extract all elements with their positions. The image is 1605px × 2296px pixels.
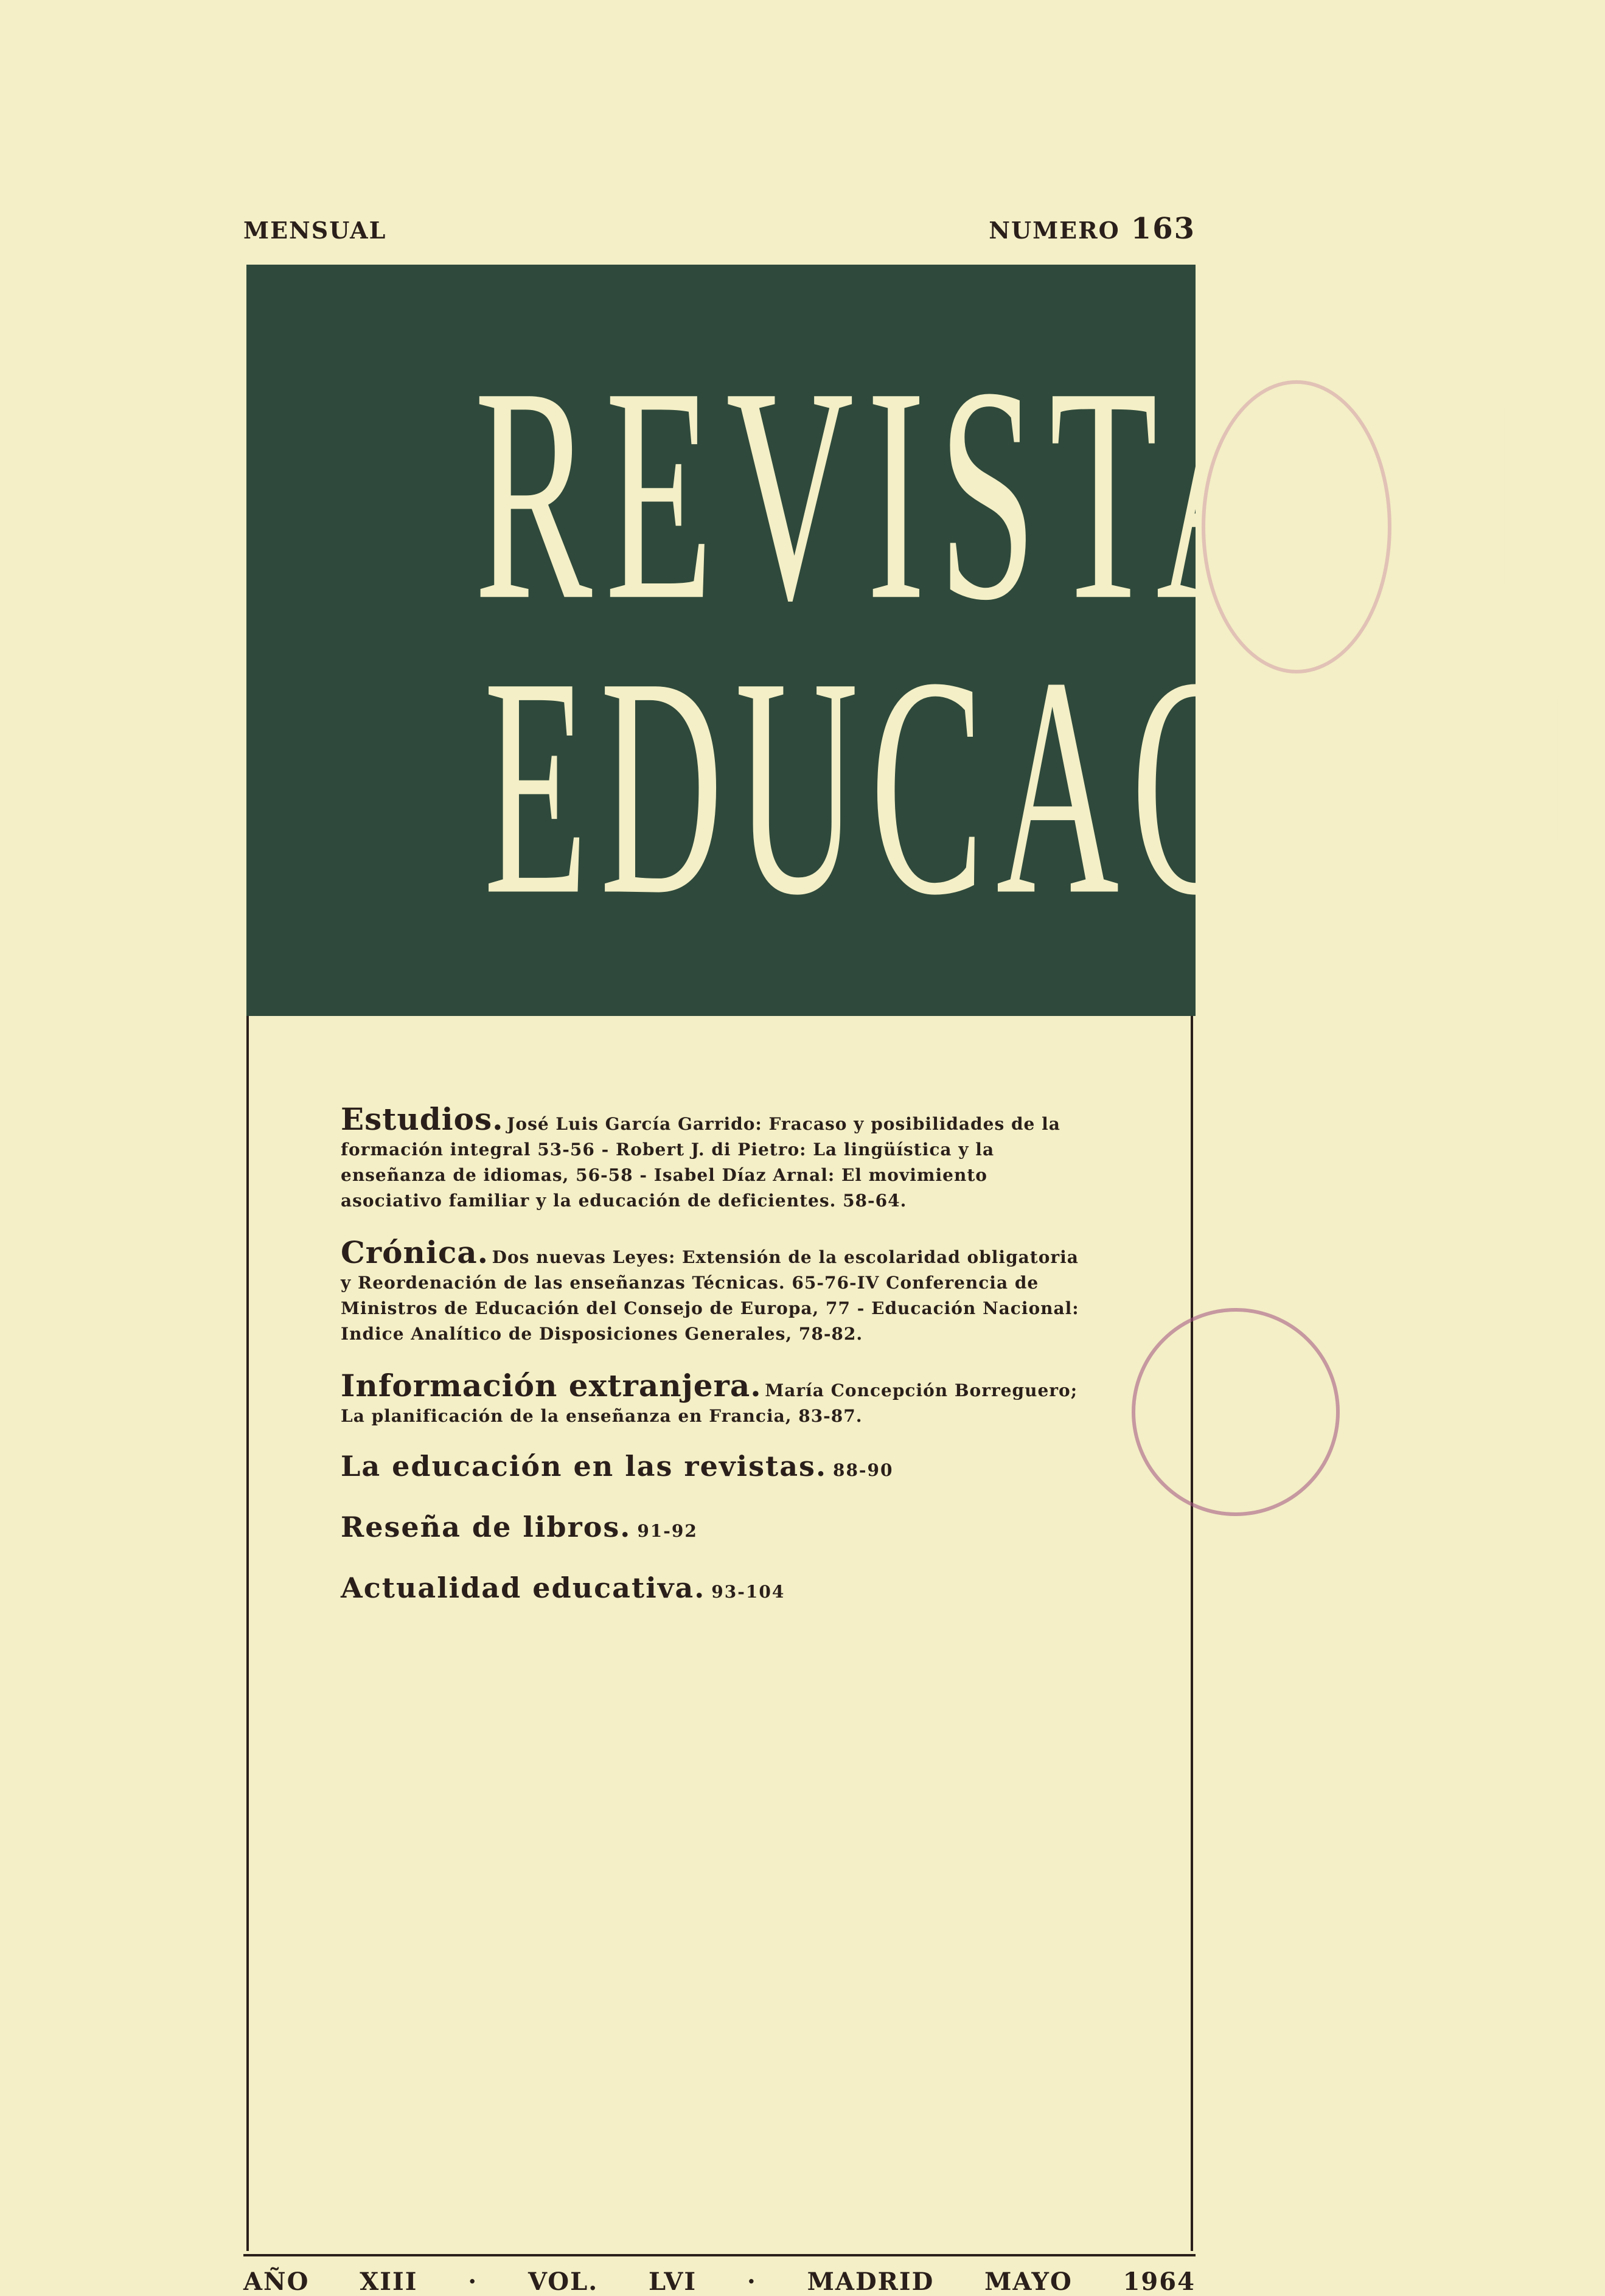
toc-entry-libros (341, 1511, 1095, 1543)
table-of-contents (341, 1101, 1095, 1632)
toc-entry-cronica (341, 1234, 1095, 1347)
separator: · (747, 2267, 757, 2296)
number-value: 163 (1130, 212, 1196, 246)
library-stamp-icon (1202, 380, 1391, 673)
number-label: NUMERO (989, 217, 1120, 244)
toc-heading: Actualidad educativa. (341, 1571, 706, 1604)
vol-label: VOL. (527, 2267, 599, 2296)
toc-pages: 93-104 (711, 1582, 785, 1602)
city: MADRID (807, 2267, 935, 2296)
toc-heading: La educación en las revistas. (341, 1450, 827, 1483)
month: MAYO (984, 2267, 1073, 2296)
toc-heading: Estudios. (341, 1101, 504, 1137)
issue-number (989, 212, 1196, 246)
toc-entry-revistas (341, 1450, 1095, 1483)
toc-body: Dos nuevas Leyes: Extensión de la escolaridad obligatoria y Reordenación de las enseñanzas Técnicas. 65-76-IV Conferencia de Ministros de Educación del Consejo de Europa, 77 - Educación Nacional: Indice Analítico de Disposiciones Generales, 78-82. (341, 1247, 1079, 1344)
toc-entry-informacion (341, 1368, 1095, 1429)
toc-body: María Concepción Borreguero; La planificación de la enseñanza en Francia, 83-87. (341, 1380, 1078, 1426)
top-line (243, 212, 1196, 246)
year-value: XIII (360, 2267, 418, 2296)
footer-line (243, 2254, 1196, 2296)
toc-pages: 91-92 (637, 1521, 698, 1541)
toc-heading: Información extranjera. (341, 1368, 762, 1404)
toc-heading: Crónica. (341, 1234, 489, 1270)
toc-body: José Luis García Garrido: Fracaso y posibilidades de la formación integral 53-56 - Robert J. di Pietro: La lingüística y la enseñanza de idiomas, 56-58 - Isabel Díaz Arnal: El movimiento asociativo familiar y la educación de deficientes. 58-64. (341, 1114, 1060, 1211)
toc-entry-estudios (341, 1101, 1095, 1214)
toc-pages: 88-90 (832, 1460, 894, 1480)
title-line-1: REVISTA DE (474, 324, 1605, 664)
toc-entry-actualidad (341, 1571, 1095, 1604)
year: 1964 (1123, 2267, 1196, 2296)
vol-value: LVI (648, 2267, 697, 2296)
title-line-2: EDUCACION (484, 613, 1596, 960)
separator: · (468, 2267, 478, 2296)
masthead (246, 265, 1605, 1016)
frequency-label: MENSUAL (243, 217, 387, 244)
library-stamp-icon (1132, 1308, 1340, 1516)
year-label: AÑO (243, 2267, 310, 2296)
toc-heading: Reseña de libros. (341, 1511, 632, 1543)
